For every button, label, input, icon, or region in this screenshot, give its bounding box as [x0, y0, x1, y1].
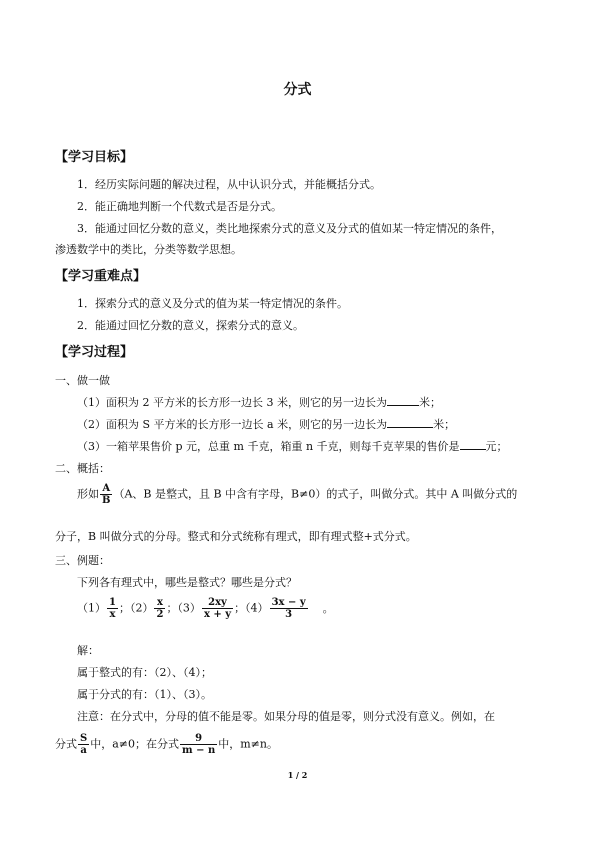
fraction-a-over-b	[100, 483, 112, 506]
definition-prefix: 形如	[77, 487, 99, 501]
option-sep-1: ；（2）	[118, 601, 154, 615]
note-example-end: 中，m≠n。	[218, 737, 278, 751]
key-point-2: 2．能通过回忆分数的意义，探索分式的意义。	[77, 319, 304, 332]
example-options	[77, 597, 334, 620]
note-example-line	[55, 733, 278, 756]
option-1-fraction	[107, 597, 118, 620]
definition-rest: （A、B 是整式，且 B 中含有字母，B≠0）的式子，叫做分式。其中 A 叫做分式的	[113, 487, 518, 501]
key-point-1: 1．探索分式的意义及分式的值为某一特定情况的条件。	[77, 297, 348, 310]
goal-item-3-cont: 渗透数学中的类比，分类等数学思想。	[55, 243, 242, 256]
part1-label: 一、做一做	[55, 374, 110, 387]
page-title: 分式	[283, 82, 312, 98]
definition-line-1	[77, 483, 517, 506]
option-4-numerator: 3x − y	[271, 597, 306, 608]
polynomial-answer: 属于整式的有：（2）、（4）；	[77, 666, 212, 679]
example-2-numerator: 9	[195, 733, 203, 744]
example-1-numerator: S	[80, 733, 88, 744]
option-2-denominator: 2	[156, 609, 164, 620]
option-3-fraction	[202, 597, 233, 620]
example-fraction-9-over-m-n	[180, 733, 217, 756]
option-4-fraction	[270, 597, 308, 620]
note-example-middle: 中，a≠0；在分式	[90, 737, 180, 751]
question-3	[77, 438, 508, 454]
part2-label: 二、概括：	[55, 462, 110, 475]
question-3-text: （3）一箱苹果售价 p 元，总重 m 千克，箱重 n 千克，则每千克苹果的售价是	[77, 440, 460, 453]
section-heading-key-points: 【学习重难点】	[55, 269, 147, 284]
question-1-end: 米；	[418, 396, 441, 409]
fraction-answer: 属于分式的有：（1）、（3）。	[77, 688, 212, 701]
definition-line-2: 分子，B 叫做分式的分母。整式和分式统称有理式，即有理式整+式分式。	[55, 530, 417, 543]
option-sep-2: ；（3）	[166, 601, 201, 615]
option-2-fraction	[154, 597, 165, 620]
example-fraction-s-over-a	[78, 733, 89, 756]
option-sep-3: ；（4）	[234, 601, 269, 615]
example-2-denominator: m − n	[182, 745, 216, 756]
note-text: 注意：在分式中，分母的值不能是零。如果分母的值是零，则分式没有意义。例如，在	[77, 710, 495, 723]
section-heading-goals: 【学习目标】	[55, 150, 134, 165]
example-1-denominator: a	[78, 744, 89, 756]
goal-item-1: 1．经历实际问题的解决过程，从中认识分式，并能概括分式。	[77, 178, 381, 191]
note-example-prefix: 分式	[55, 737, 77, 751]
solution-label: 解：	[77, 644, 99, 657]
option-3-numerator: 2xy	[208, 597, 227, 608]
option-2-numerator: x	[156, 597, 163, 608]
question-3-end: 元；	[485, 440, 508, 453]
question-1-text: （1）面积为 2 平方米的长方形一边长 3 米，则它的另一边长为	[77, 396, 387, 409]
fraction-numerator: A	[102, 483, 111, 494]
option-1-numerator: 1	[109, 597, 116, 608]
option-4-denominator: 3	[270, 608, 308, 620]
question-2	[77, 416, 455, 432]
goal-item-3: 3．能通过回忆分数的意义，类比地探索分式的意义及分式的值如某一特定情况的条件，	[77, 222, 502, 235]
section-heading-process: 【学习过程】	[55, 345, 134, 360]
answer-blank-2[interactable]	[387, 416, 433, 428]
option-1-denominator: x	[107, 608, 118, 620]
question-2-end: 米；	[433, 418, 456, 431]
fraction-denominator: B	[102, 495, 111, 506]
part3-label: 三、例题：	[55, 554, 110, 567]
answer-blank-1[interactable]	[387, 394, 419, 406]
question-1	[77, 394, 441, 410]
goal-item-2: 2．能正确地判断一个代数式是否是分式。	[77, 200, 282, 213]
example-question: 下列各有理式中，哪些是整式？哪些是分式？	[77, 576, 297, 589]
option-3-denominator: x + y	[203, 609, 232, 620]
question-2-text: （2）面积为 S 平方米的长方形一边长 a 米，则它的另一边长为	[77, 418, 388, 431]
answer-blank-3[interactable]	[460, 438, 486, 450]
page-number: 1 / 2	[287, 770, 308, 780]
options-end: 。	[322, 601, 334, 615]
option-1-label: （1）	[77, 601, 106, 615]
